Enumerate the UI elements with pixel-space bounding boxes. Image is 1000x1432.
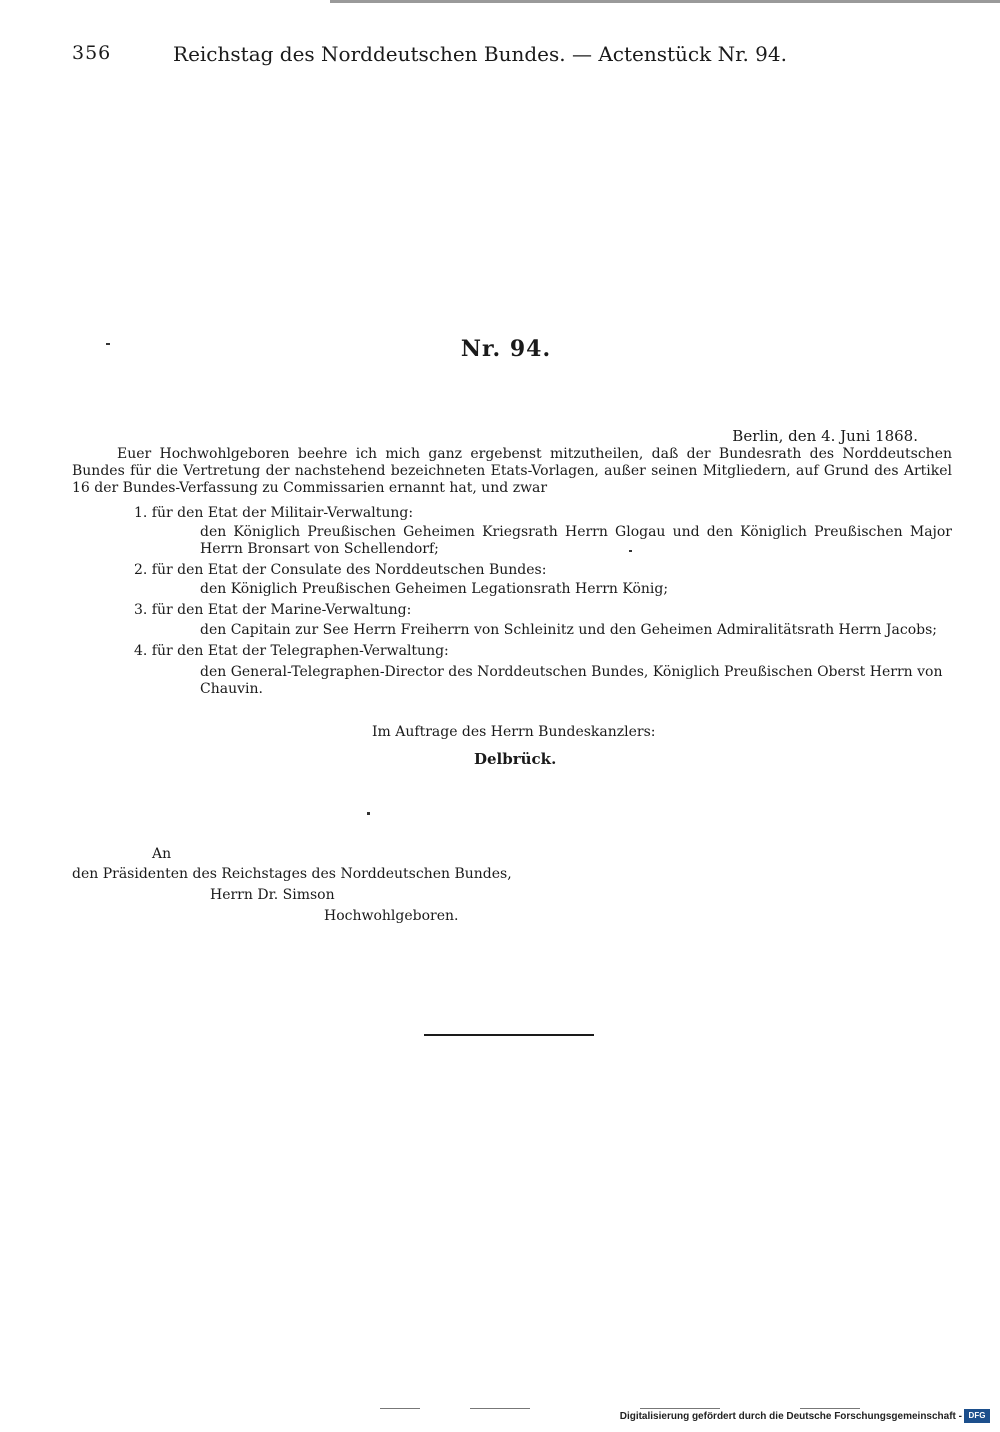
list-item-detail: den Königlich Preußischen Geheimen Kriegsrath Herrn Glogau und den Königlich Preußischen Major Herrn Bronsart von Schellendorf; [200, 524, 952, 557]
list-item-label: 2. für den Etat der Consulate des Norddeutschen Bundes: [134, 562, 547, 578]
list-item-detail: den General-Telegraphen-Director des Norddeutschen Bundes, Königlich Preußischen Oberst Herrn von Chauvin. [200, 664, 943, 697]
scan-dash [380, 1408, 420, 1409]
scan-edge-rule [330, 0, 1000, 3]
page-header [72, 42, 787, 68]
address-line: An [152, 846, 172, 862]
list-item-label: 4. für den Etat der Telegraphen-Verwaltung: [134, 643, 449, 659]
running-head: Reichstag des Norddeutschen Bundes. — Actenstück Nr. 94. [173, 42, 787, 66]
list-item-detail: den Königlich Preußischen Geheimen Legationsrath Herrn König; [200, 581, 669, 597]
scan-dash [470, 1408, 530, 1409]
address-line: Herrn Dr. Simson [210, 887, 335, 903]
scan-speck [106, 343, 110, 345]
digitization-credit: Digitalisierung gefördert durch die Deutsche Forschungsgemeinschaft - [619, 1411, 962, 1422]
document-number: Nr. 94. [460, 336, 552, 362]
list-item-detail: den Capitain zur See Herrn Freiherrn von Schleinitz und den Geheimen Admiralitätsrath Herrn Jacobs; [200, 622, 937, 638]
end-rule [424, 1034, 594, 1036]
scan-dash [640, 1408, 720, 1409]
scan-speck [367, 812, 370, 815]
address-line: den Präsidenten des Reichstages des Norddeutschen Bundes, [72, 866, 512, 882]
address-line: Hochwohlgeboren. [324, 908, 459, 924]
page-number: 356 [72, 42, 112, 64]
body-paragraph: Euer Hochwohlgeboren beehre ich mich ganz ergebenst mitzutheilen, daß der Bundesrath des Norddeutschen Bundes für die Vertretung der nachstehend bezeichneten Etats-Vorlagen, außer seinen Mitgliedern, auf Grund des Artikel 16 der Bundes-Verfassung zu Commissarien ernannt hat, und zwar [72, 446, 952, 496]
dfg-logo-icon: DFG [964, 1409, 990, 1423]
scan-dash [800, 1408, 860, 1409]
signature: Delbrück. [474, 750, 557, 768]
list-item-label: 1. für den Etat der Militair-Verwaltung: [134, 505, 414, 521]
list-item-label: 3. für den Etat der Marine-Verwaltung: [134, 602, 412, 618]
dateline: Berlin, den 4. Juni 1868. [732, 427, 918, 445]
scan-speck [629, 550, 632, 552]
closing-phrase: Im Auftrage des Herrn Bundeskanzlers: [372, 724, 656, 740]
